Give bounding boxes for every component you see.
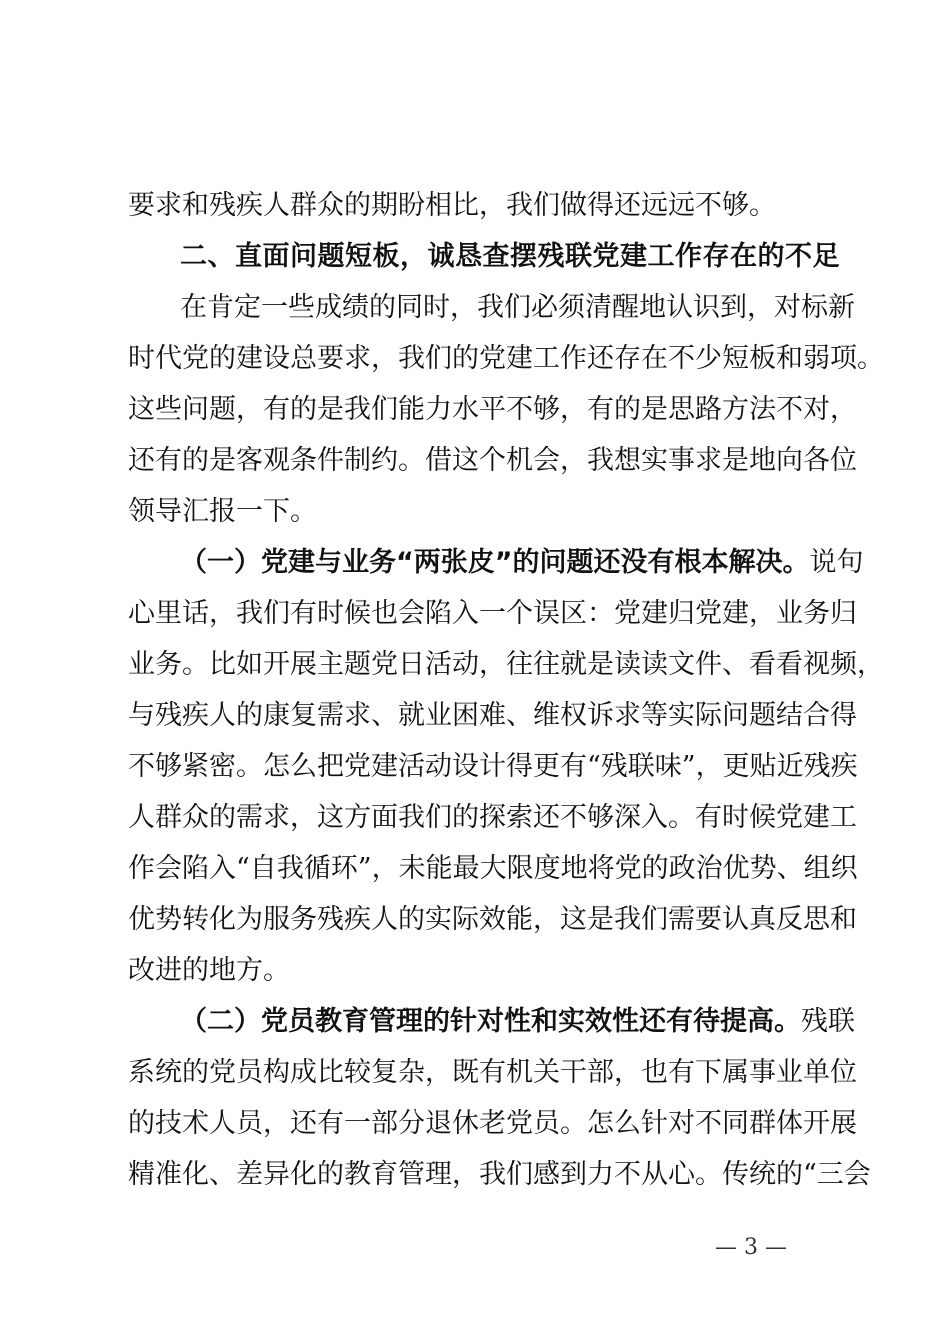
paragraph-line: 业务。比如开展主题党日活动，往往就是读读文件、看看视频， — [128, 649, 884, 680]
paragraph-line: 优势转化为服务残疾人的实际效能，这是我们需要认真反思和 — [128, 904, 857, 935]
paragraph-line: 的技术人员，还有一部分退休老党员。怎么针对不同群体开展 — [128, 1108, 857, 1139]
page-number: — 3 — — [715, 1235, 787, 1260]
paragraph-line: 改进的地方。 — [128, 955, 290, 986]
paragraph-line: 人群众的需求，这方面我们的探索还不够深入。有时候党建工 — [128, 802, 857, 833]
paragraph-line: 这些问题，有的是我们能力水平不够，有的是思路方法不对， — [128, 394, 857, 425]
paragraph-line: 还有的是客观条件制约。借这个机会，我想实事求是地向各位 — [128, 445, 857, 476]
subsection-2-first-line — [180, 997, 920, 1048]
paragraph-line: 领导汇报一下。 — [128, 496, 317, 527]
paragraph-line: 系统的党员构成比较复杂，既有机关干部，也有下属事业单位 — [128, 1057, 857, 1088]
subsection-1-first-line — [180, 538, 920, 589]
paragraph-line: 不够紧密。怎么把党建活动设计得更有“残联味”，更贴近残疾 — [128, 751, 858, 782]
paragraph-line: 心里话，我们有时候也会陷入一个误区：党建归党建，业务归 — [128, 598, 857, 629]
paragraph-line: 在肯定一些成绩的同时，我们必须清醒地认识到，对标新 — [180, 292, 855, 323]
subsection-2-tail: 残联 — [801, 1006, 855, 1037]
paragraph-line: 作会陷入“自我循环”，未能最大限度地将党的政治优势、组织 — [128, 853, 858, 884]
subsection-1-title: （一）党建与业务“两张皮”的问题还没有根本解决。 — [180, 547, 810, 578]
paragraph-line: 精准化、差异化的教育管理，我们感到力不从心。传统的“三会 — [128, 1159, 871, 1190]
paragraph-line: 与残疾人的康复需求、就业困难、维权诉求等实际问题结合得 — [128, 700, 857, 731]
paragraph-line: 要求和残疾人群众的期盼相比，我们做得还远远不够。 — [128, 190, 776, 221]
paragraph-line: 时代党的建设总要求，我们的党建工作还存在不少短板和弱项。 — [128, 343, 884, 374]
subsection-1-tail: 说句 — [809, 547, 864, 578]
section-heading: 二、直面问题短板，诚恳查摆残联党建工作存在的不足 — [180, 241, 840, 272]
subsection-2-title: （二）党员教育管理的针对性和实效性还有待提高。 — [180, 1006, 801, 1037]
